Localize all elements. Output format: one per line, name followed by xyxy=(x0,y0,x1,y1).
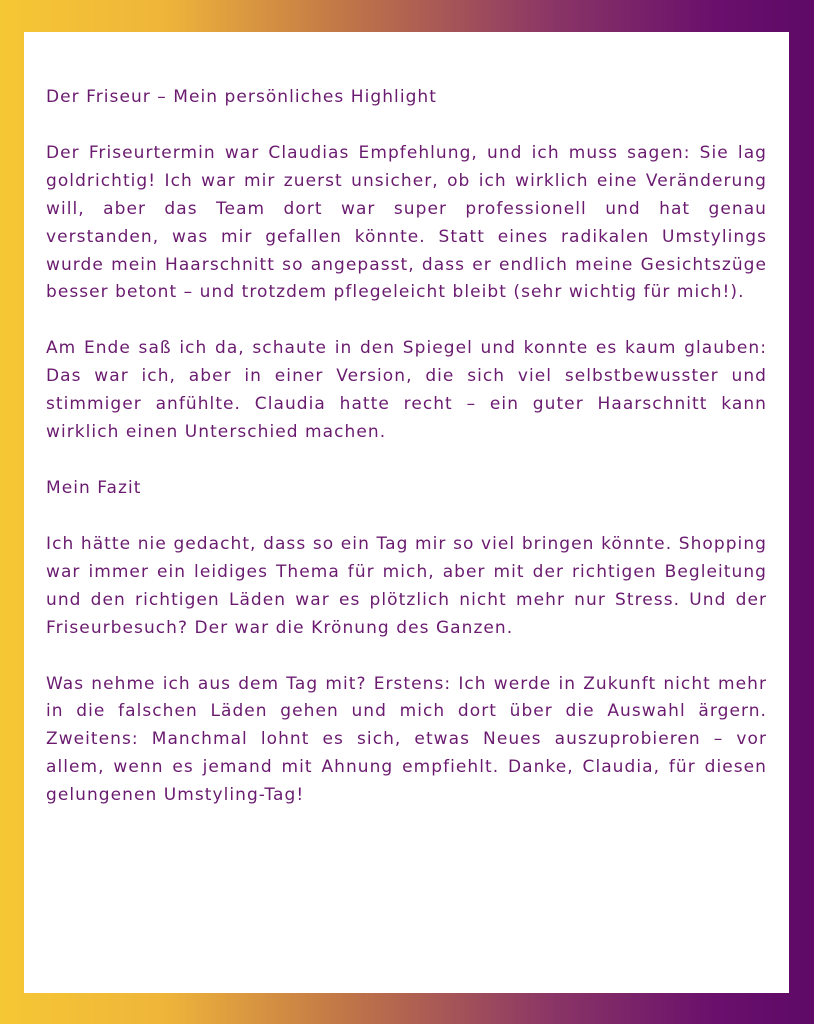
paragraph-friseurtermin: Der Friseurtermin war Claudias Empfehlung, und ich muss sagen: Sie lag goldrichtig! Ich war mir zuerst unsicher, ob ich wirklich eine Veränderung will, aber das Team dort war super professionell und hat genau verstanden, was mir gefallen könnte. Statt eines radikalen Umstylings wurde mein Haarschnitt so angepasst, dass er endlich meine Gesichtszüge besser betont – und trotzdem pflegeleicht bleibt (sehr wichtig für mich!). xyxy=(46,142,767,303)
section-heading-friseur: Der Friseur – Mein persönliches Highlight xyxy=(46,87,437,107)
document-content xyxy=(46,84,767,810)
paragraph-spiegel: Am Ende saß ich da, schaute in den Spiegel und konnte es kaum glauben: Das war ich, aber in einer Version, die sich viel selbstbewusster und stimmiger anfühlte. Claudia hatte recht – ein guter Haarschnitt kann wirklich einen Unterschied machen. xyxy=(46,338,767,443)
paragraph-shopping: Ich hätte nie gedacht, dass so ein Tag mir so viel bringen könnte. Shopping war immer ein leidiges Thema für mich, aber mit der richtigen Begleitung und den richtigen Läden war es plötzlich nicht mehr nur Stress. Und der Friseurbesuch? Der war die Krönung des Ganzen. xyxy=(46,533,767,638)
document-page xyxy=(24,32,789,993)
section-heading-fazit: Mein Fazit xyxy=(46,477,142,498)
paragraph-fazit-tag: Was nehme ich aus dem Tag mit? Erstens: Ich werde in Zukunft nicht mehr in die falschen Läden gehen und mich dort über die Auswahl ärgern. Zweitens: Manchmal lohnt es sich, etwas Neues auszuprobieren – vor allem, wenn es jemand mit Ahnung empfiehlt. Danke, Claudia, für diesen gelungenen Umstyling-Tag! xyxy=(46,673,767,806)
